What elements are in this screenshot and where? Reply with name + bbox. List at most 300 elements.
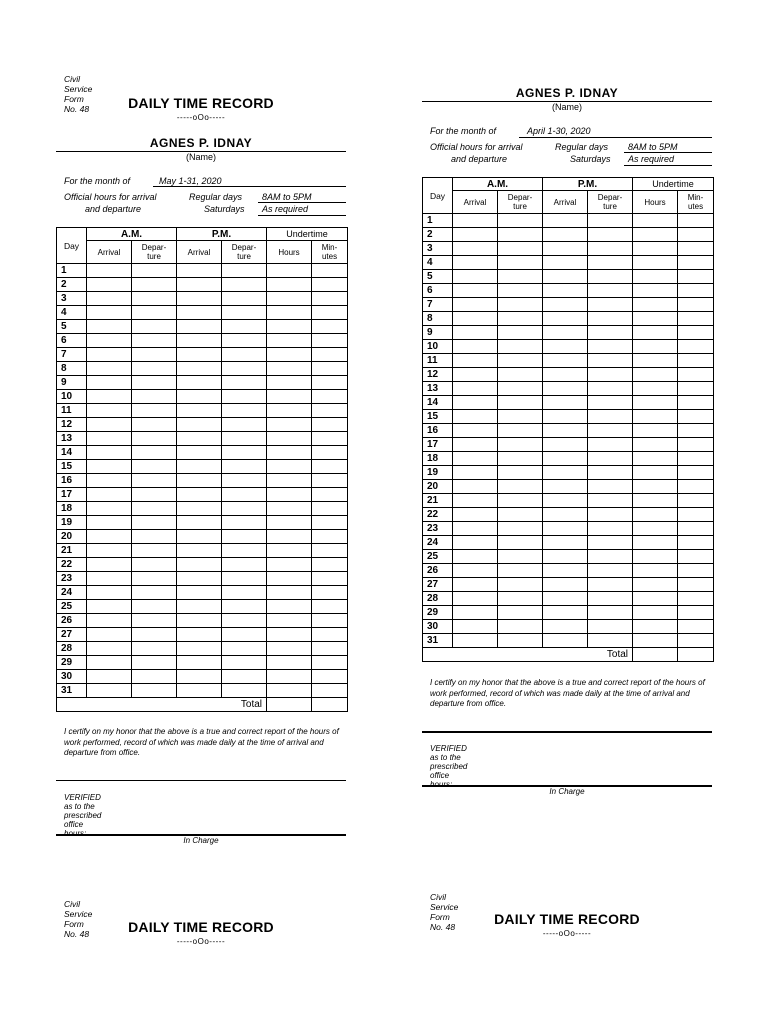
- undertime-minutes-cell[interactable]: [312, 502, 348, 516]
- undertime-hours-cell[interactable]: [267, 502, 312, 516]
- am-departure-cell[interactable]: [498, 340, 543, 354]
- am-arrival-cell[interactable]: [453, 354, 498, 368]
- undertime-minutes-cell[interactable]: [678, 536, 714, 550]
- pm-departure-cell[interactable]: [222, 418, 267, 432]
- total-minutes-cell[interactable]: [312, 698, 348, 712]
- am-departure-cell[interactable]: [132, 306, 177, 320]
- am-departure-cell[interactable]: [132, 530, 177, 544]
- am-departure-cell[interactable]: [132, 404, 177, 418]
- am-departure-cell[interactable]: [498, 578, 543, 592]
- undertime-hours-cell[interactable]: [633, 634, 678, 648]
- undertime-minutes-cell[interactable]: [312, 390, 348, 404]
- pm-departure-cell[interactable]: [222, 558, 267, 572]
- am-arrival-cell[interactable]: [87, 544, 132, 558]
- am-departure-cell[interactable]: [132, 264, 177, 278]
- undertime-minutes-cell[interactable]: [312, 544, 348, 558]
- pm-departure-cell[interactable]: [588, 410, 633, 424]
- pm-departure-cell[interactable]: [588, 634, 633, 648]
- undertime-minutes-cell[interactable]: [312, 488, 348, 502]
- undertime-hours-cell[interactable]: [267, 278, 312, 292]
- undertime-minutes-cell[interactable]: [678, 326, 714, 340]
- am-departure-cell[interactable]: [132, 418, 177, 432]
- undertime-hours-cell[interactable]: [267, 362, 312, 376]
- pm-departure-cell[interactable]: [588, 606, 633, 620]
- undertime-hours-cell[interactable]: [633, 606, 678, 620]
- am-departure-cell[interactable]: [498, 396, 543, 410]
- am-arrival-cell[interactable]: [453, 284, 498, 298]
- am-departure-cell[interactable]: [498, 368, 543, 382]
- undertime-minutes-cell[interactable]: [312, 348, 348, 362]
- undertime-minutes-cell[interactable]: [312, 684, 348, 698]
- undertime-hours-cell[interactable]: [633, 522, 678, 536]
- pm-arrival-cell[interactable]: [543, 312, 588, 326]
- pm-departure-cell[interactable]: [222, 600, 267, 614]
- pm-arrival-cell[interactable]: [543, 354, 588, 368]
- undertime-hours-cell[interactable]: [267, 404, 312, 418]
- pm-departure-cell[interactable]: [222, 320, 267, 334]
- pm-departure-cell[interactable]: [222, 376, 267, 390]
- pm-departure-cell[interactable]: [222, 572, 267, 586]
- am-departure-cell[interactable]: [498, 480, 543, 494]
- undertime-minutes-cell[interactable]: [312, 614, 348, 628]
- am-departure-cell[interactable]: [132, 572, 177, 586]
- pm-arrival-cell[interactable]: [177, 572, 222, 586]
- pm-departure-cell[interactable]: [222, 544, 267, 558]
- am-departure-cell[interactable]: [498, 466, 543, 480]
- undertime-minutes-cell[interactable]: [312, 530, 348, 544]
- pm-arrival-cell[interactable]: [177, 516, 222, 530]
- am-arrival-cell[interactable]: [453, 536, 498, 550]
- undertime-minutes-cell[interactable]: [678, 606, 714, 620]
- undertime-hours-cell[interactable]: [267, 306, 312, 320]
- undertime-minutes-cell[interactable]: [312, 404, 348, 418]
- am-arrival-cell[interactable]: [87, 600, 132, 614]
- undertime-hours-cell[interactable]: [267, 558, 312, 572]
- undertime-hours-cell[interactable]: [633, 620, 678, 634]
- am-arrival-cell[interactable]: [453, 382, 498, 396]
- pm-departure-cell[interactable]: [588, 382, 633, 396]
- undertime-hours-cell[interactable]: [267, 530, 312, 544]
- pm-departure-cell[interactable]: [588, 438, 633, 452]
- am-arrival-cell[interactable]: [453, 242, 498, 256]
- pm-departure-cell[interactable]: [588, 284, 633, 298]
- pm-departure-cell[interactable]: [588, 424, 633, 438]
- am-departure-cell[interactable]: [498, 312, 543, 326]
- am-departure-cell[interactable]: [498, 354, 543, 368]
- am-departure-cell[interactable]: [498, 550, 543, 564]
- am-departure-cell[interactable]: [498, 564, 543, 578]
- am-arrival-cell[interactable]: [453, 634, 498, 648]
- undertime-hours-cell[interactable]: [267, 376, 312, 390]
- am-departure-cell[interactable]: [132, 614, 177, 628]
- pm-departure-cell[interactable]: [588, 452, 633, 466]
- pm-arrival-cell[interactable]: [543, 382, 588, 396]
- pm-departure-cell[interactable]: [588, 312, 633, 326]
- pm-departure-cell[interactable]: [222, 446, 267, 460]
- pm-departure-cell[interactable]: [222, 404, 267, 418]
- pm-departure-cell[interactable]: [222, 474, 267, 488]
- pm-departure-cell[interactable]: [588, 298, 633, 312]
- undertime-hours-cell[interactable]: [267, 516, 312, 530]
- undertime-hours-cell[interactable]: [267, 656, 312, 670]
- pm-departure-cell[interactable]: [222, 530, 267, 544]
- undertime-hours-cell[interactable]: [267, 390, 312, 404]
- pm-arrival-cell[interactable]: [543, 214, 588, 228]
- am-arrival-cell[interactable]: [87, 684, 132, 698]
- pm-departure-cell[interactable]: [588, 228, 633, 242]
- am-departure-cell[interactable]: [498, 326, 543, 340]
- am-arrival-cell[interactable]: [453, 494, 498, 508]
- pm-departure-cell[interactable]: [588, 494, 633, 508]
- pm-departure-cell[interactable]: [222, 628, 267, 642]
- am-arrival-cell[interactable]: [453, 228, 498, 242]
- undertime-minutes-cell[interactable]: [312, 432, 348, 446]
- pm-departure-cell[interactable]: [588, 242, 633, 256]
- am-departure-cell[interactable]: [498, 452, 543, 466]
- am-arrival-cell[interactable]: [453, 312, 498, 326]
- undertime-minutes-cell[interactable]: [678, 620, 714, 634]
- am-departure-cell[interactable]: [132, 390, 177, 404]
- undertime-minutes-cell[interactable]: [312, 558, 348, 572]
- am-arrival-cell[interactable]: [87, 320, 132, 334]
- am-departure-cell[interactable]: [498, 536, 543, 550]
- undertime-minutes-cell[interactable]: [312, 446, 348, 460]
- undertime-minutes-cell[interactable]: [678, 312, 714, 326]
- undertime-minutes-cell[interactable]: [678, 424, 714, 438]
- pm-arrival-cell[interactable]: [177, 474, 222, 488]
- pm-arrival-cell[interactable]: [543, 564, 588, 578]
- am-departure-cell[interactable]: [498, 382, 543, 396]
- undertime-hours-cell[interactable]: [633, 396, 678, 410]
- pm-departure-cell[interactable]: [222, 460, 267, 474]
- am-arrival-cell[interactable]: [87, 404, 132, 418]
- undertime-hours-cell[interactable]: [633, 508, 678, 522]
- am-arrival-cell[interactable]: [87, 348, 132, 362]
- undertime-hours-cell[interactable]: [267, 544, 312, 558]
- pm-arrival-cell[interactable]: [543, 270, 588, 284]
- pm-arrival-cell[interactable]: [543, 284, 588, 298]
- total-hours-cell[interactable]: [267, 698, 312, 712]
- undertime-minutes-cell[interactable]: [678, 396, 714, 410]
- undertime-minutes-cell[interactable]: [678, 438, 714, 452]
- undertime-minutes-cell[interactable]: [678, 592, 714, 606]
- pm-arrival-cell[interactable]: [177, 530, 222, 544]
- am-departure-cell[interactable]: [132, 278, 177, 292]
- undertime-minutes-cell[interactable]: [678, 578, 714, 592]
- am-departure-cell[interactable]: [132, 460, 177, 474]
- undertime-hours-cell[interactable]: [633, 466, 678, 480]
- pm-arrival-cell[interactable]: [543, 424, 588, 438]
- undertime-minutes-cell[interactable]: [678, 550, 714, 564]
- pm-departure-cell[interactable]: [588, 340, 633, 354]
- am-arrival-cell[interactable]: [87, 264, 132, 278]
- undertime-minutes-cell[interactable]: [678, 256, 714, 270]
- pm-arrival-cell[interactable]: [177, 418, 222, 432]
- undertime-hours-cell[interactable]: [633, 256, 678, 270]
- am-departure-cell[interactable]: [132, 376, 177, 390]
- pm-arrival-cell[interactable]: [543, 578, 588, 592]
- undertime-minutes-cell[interactable]: [312, 376, 348, 390]
- am-departure-cell[interactable]: [132, 362, 177, 376]
- am-arrival-cell[interactable]: [453, 452, 498, 466]
- pm-departure-cell[interactable]: [588, 256, 633, 270]
- am-arrival-cell[interactable]: [87, 642, 132, 656]
- am-arrival-cell[interactable]: [87, 432, 132, 446]
- undertime-hours-cell[interactable]: [267, 586, 312, 600]
- pm-arrival-cell[interactable]: [177, 278, 222, 292]
- am-departure-cell[interactable]: [132, 474, 177, 488]
- pm-departure-cell[interactable]: [222, 670, 267, 684]
- pm-arrival-cell[interactable]: [543, 536, 588, 550]
- am-arrival-cell[interactable]: [87, 516, 132, 530]
- am-arrival-cell[interactable]: [453, 606, 498, 620]
- pm-arrival-cell[interactable]: [543, 340, 588, 354]
- pm-arrival-cell[interactable]: [177, 600, 222, 614]
- am-departure-cell[interactable]: [132, 432, 177, 446]
- am-arrival-cell[interactable]: [87, 418, 132, 432]
- am-departure-cell[interactable]: [498, 298, 543, 312]
- pm-arrival-cell[interactable]: [177, 306, 222, 320]
- am-departure-cell[interactable]: [498, 606, 543, 620]
- am-arrival-cell[interactable]: [87, 558, 132, 572]
- pm-departure-cell[interactable]: [222, 642, 267, 656]
- am-arrival-cell[interactable]: [453, 298, 498, 312]
- am-departure-cell[interactable]: [132, 488, 177, 502]
- am-departure-cell[interactable]: [132, 642, 177, 656]
- undertime-minutes-cell[interactable]: [312, 320, 348, 334]
- pm-arrival-cell[interactable]: [177, 432, 222, 446]
- am-arrival-cell[interactable]: [87, 488, 132, 502]
- undertime-minutes-cell[interactable]: [312, 264, 348, 278]
- undertime-hours-cell[interactable]: [633, 354, 678, 368]
- am-arrival-cell[interactable]: [453, 340, 498, 354]
- am-departure-cell[interactable]: [132, 670, 177, 684]
- pm-arrival-cell[interactable]: [177, 614, 222, 628]
- am-departure-cell[interactable]: [132, 334, 177, 348]
- am-departure-cell[interactable]: [498, 508, 543, 522]
- pm-arrival-cell[interactable]: [543, 634, 588, 648]
- pm-arrival-cell[interactable]: [177, 642, 222, 656]
- total-hours-cell[interactable]: [633, 648, 678, 662]
- am-arrival-cell[interactable]: [87, 446, 132, 460]
- pm-departure-cell[interactable]: [588, 522, 633, 536]
- pm-arrival-cell[interactable]: [543, 494, 588, 508]
- am-arrival-cell[interactable]: [453, 214, 498, 228]
- pm-arrival-cell[interactable]: [543, 550, 588, 564]
- pm-arrival-cell[interactable]: [177, 390, 222, 404]
- undertime-hours-cell[interactable]: [633, 312, 678, 326]
- undertime-minutes-cell[interactable]: [678, 466, 714, 480]
- undertime-hours-cell[interactable]: [267, 684, 312, 698]
- am-arrival-cell[interactable]: [87, 278, 132, 292]
- am-departure-cell[interactable]: [498, 228, 543, 242]
- pm-departure-cell[interactable]: [588, 578, 633, 592]
- undertime-minutes-cell[interactable]: [678, 564, 714, 578]
- pm-arrival-cell[interactable]: [543, 592, 588, 606]
- am-arrival-cell[interactable]: [87, 334, 132, 348]
- undertime-hours-cell[interactable]: [633, 480, 678, 494]
- am-arrival-cell[interactable]: [453, 522, 498, 536]
- pm-arrival-cell[interactable]: [177, 460, 222, 474]
- pm-departure-cell[interactable]: [222, 390, 267, 404]
- undertime-minutes-cell[interactable]: [312, 642, 348, 656]
- am-arrival-cell[interactable]: [87, 670, 132, 684]
- pm-arrival-cell[interactable]: [177, 320, 222, 334]
- undertime-hours-cell[interactable]: [633, 214, 678, 228]
- am-arrival-cell[interactable]: [453, 508, 498, 522]
- undertime-minutes-cell[interactable]: [312, 362, 348, 376]
- am-arrival-cell[interactable]: [453, 396, 498, 410]
- am-arrival-cell[interactable]: [87, 292, 132, 306]
- pm-arrival-cell[interactable]: [177, 586, 222, 600]
- pm-arrival-cell[interactable]: [177, 502, 222, 516]
- undertime-minutes-cell[interactable]: [678, 270, 714, 284]
- am-departure-cell[interactable]: [132, 348, 177, 362]
- am-arrival-cell[interactable]: [87, 530, 132, 544]
- am-departure-cell[interactable]: [498, 522, 543, 536]
- pm-arrival-cell[interactable]: [543, 326, 588, 340]
- am-departure-cell[interactable]: [132, 558, 177, 572]
- undertime-hours-cell[interactable]: [633, 228, 678, 242]
- undertime-hours-cell[interactable]: [633, 284, 678, 298]
- am-arrival-cell[interactable]: [87, 474, 132, 488]
- am-departure-cell[interactable]: [498, 284, 543, 298]
- undertime-minutes-cell[interactable]: [312, 334, 348, 348]
- pm-departure-cell[interactable]: [222, 502, 267, 516]
- pm-arrival-cell[interactable]: [177, 264, 222, 278]
- undertime-hours-cell[interactable]: [633, 340, 678, 354]
- pm-arrival-cell[interactable]: [177, 362, 222, 376]
- undertime-hours-cell[interactable]: [267, 320, 312, 334]
- undertime-hours-cell[interactable]: [633, 382, 678, 396]
- undertime-minutes-cell[interactable]: [312, 278, 348, 292]
- undertime-hours-cell[interactable]: [633, 368, 678, 382]
- pm-arrival-cell[interactable]: [177, 628, 222, 642]
- pm-arrival-cell[interactable]: [543, 522, 588, 536]
- undertime-hours-cell[interactable]: [267, 348, 312, 362]
- undertime-hours-cell[interactable]: [633, 550, 678, 564]
- undertime-hours-cell[interactable]: [633, 578, 678, 592]
- undertime-hours-cell[interactable]: [267, 446, 312, 460]
- undertime-minutes-cell[interactable]: [678, 368, 714, 382]
- undertime-minutes-cell[interactable]: [312, 656, 348, 670]
- am-arrival-cell[interactable]: [453, 466, 498, 480]
- pm-arrival-cell[interactable]: [177, 292, 222, 306]
- undertime-minutes-cell[interactable]: [312, 474, 348, 488]
- undertime-hours-cell[interactable]: [633, 452, 678, 466]
- am-departure-cell[interactable]: [132, 656, 177, 670]
- undertime-minutes-cell[interactable]: [678, 242, 714, 256]
- pm-arrival-cell[interactable]: [543, 508, 588, 522]
- undertime-hours-cell[interactable]: [633, 536, 678, 550]
- pm-arrival-cell[interactable]: [543, 410, 588, 424]
- am-arrival-cell[interactable]: [87, 614, 132, 628]
- undertime-hours-cell[interactable]: [267, 474, 312, 488]
- am-departure-cell[interactable]: [132, 502, 177, 516]
- pm-departure-cell[interactable]: [222, 334, 267, 348]
- am-departure-cell[interactable]: [132, 628, 177, 642]
- am-departure-cell[interactable]: [498, 620, 543, 634]
- undertime-minutes-cell[interactable]: [678, 494, 714, 508]
- am-departure-cell[interactable]: [498, 242, 543, 256]
- pm-departure-cell[interactable]: [588, 592, 633, 606]
- pm-departure-cell[interactable]: [588, 326, 633, 340]
- am-departure-cell[interactable]: [132, 516, 177, 530]
- pm-arrival-cell[interactable]: [543, 620, 588, 634]
- pm-arrival-cell[interactable]: [177, 446, 222, 460]
- undertime-minutes-cell[interactable]: [678, 298, 714, 312]
- undertime-hours-cell[interactable]: [267, 600, 312, 614]
- undertime-hours-cell[interactable]: [633, 326, 678, 340]
- am-departure-cell[interactable]: [498, 410, 543, 424]
- undertime-hours-cell[interactable]: [267, 418, 312, 432]
- am-departure-cell[interactable]: [132, 600, 177, 614]
- pm-departure-cell[interactable]: [588, 564, 633, 578]
- undertime-minutes-cell[interactable]: [312, 418, 348, 432]
- pm-departure-cell[interactable]: [588, 550, 633, 564]
- undertime-minutes-cell[interactable]: [312, 516, 348, 530]
- undertime-hours-cell[interactable]: [633, 410, 678, 424]
- pm-departure-cell[interactable]: [588, 354, 633, 368]
- undertime-minutes-cell[interactable]: [312, 460, 348, 474]
- undertime-minutes-cell[interactable]: [678, 340, 714, 354]
- am-arrival-cell[interactable]: [453, 578, 498, 592]
- pm-departure-cell[interactable]: [222, 516, 267, 530]
- undertime-minutes-cell[interactable]: [678, 480, 714, 494]
- am-departure-cell[interactable]: [498, 634, 543, 648]
- am-arrival-cell[interactable]: [453, 368, 498, 382]
- undertime-minutes-cell[interactable]: [312, 306, 348, 320]
- pm-arrival-cell[interactable]: [177, 488, 222, 502]
- pm-departure-cell[interactable]: [222, 432, 267, 446]
- pm-departure-cell[interactable]: [222, 348, 267, 362]
- am-departure-cell[interactable]: [498, 270, 543, 284]
- pm-departure-cell[interactable]: [222, 684, 267, 698]
- pm-arrival-cell[interactable]: [177, 670, 222, 684]
- pm-arrival-cell[interactable]: [177, 558, 222, 572]
- pm-departure-cell[interactable]: [222, 656, 267, 670]
- undertime-hours-cell[interactable]: [267, 460, 312, 474]
- undertime-hours-cell[interactable]: [633, 438, 678, 452]
- am-arrival-cell[interactable]: [87, 460, 132, 474]
- am-arrival-cell[interactable]: [453, 620, 498, 634]
- undertime-hours-cell[interactable]: [267, 642, 312, 656]
- undertime-minutes-cell[interactable]: [312, 572, 348, 586]
- am-arrival-cell[interactable]: [453, 424, 498, 438]
- pm-arrival-cell[interactable]: [543, 298, 588, 312]
- pm-departure-cell[interactable]: [588, 466, 633, 480]
- am-departure-cell[interactable]: [498, 214, 543, 228]
- undertime-hours-cell[interactable]: [267, 292, 312, 306]
- total-minutes-cell[interactable]: [678, 648, 714, 662]
- undertime-hours-cell[interactable]: [633, 424, 678, 438]
- pm-arrival-cell[interactable]: [543, 228, 588, 242]
- undertime-minutes-cell[interactable]: [678, 214, 714, 228]
- pm-departure-cell[interactable]: [222, 292, 267, 306]
- am-departure-cell[interactable]: [132, 586, 177, 600]
- am-departure-cell[interactable]: [132, 320, 177, 334]
- pm-arrival-cell[interactable]: [543, 452, 588, 466]
- pm-arrival-cell[interactable]: [543, 606, 588, 620]
- pm-departure-cell[interactable]: [588, 368, 633, 382]
- am-arrival-cell[interactable]: [453, 256, 498, 270]
- undertime-hours-cell[interactable]: [633, 242, 678, 256]
- am-arrival-cell[interactable]: [87, 628, 132, 642]
- am-arrival-cell[interactable]: [453, 270, 498, 284]
- undertime-minutes-cell[interactable]: [312, 600, 348, 614]
- am-arrival-cell[interactable]: [87, 572, 132, 586]
- am-arrival-cell[interactable]: [87, 502, 132, 516]
